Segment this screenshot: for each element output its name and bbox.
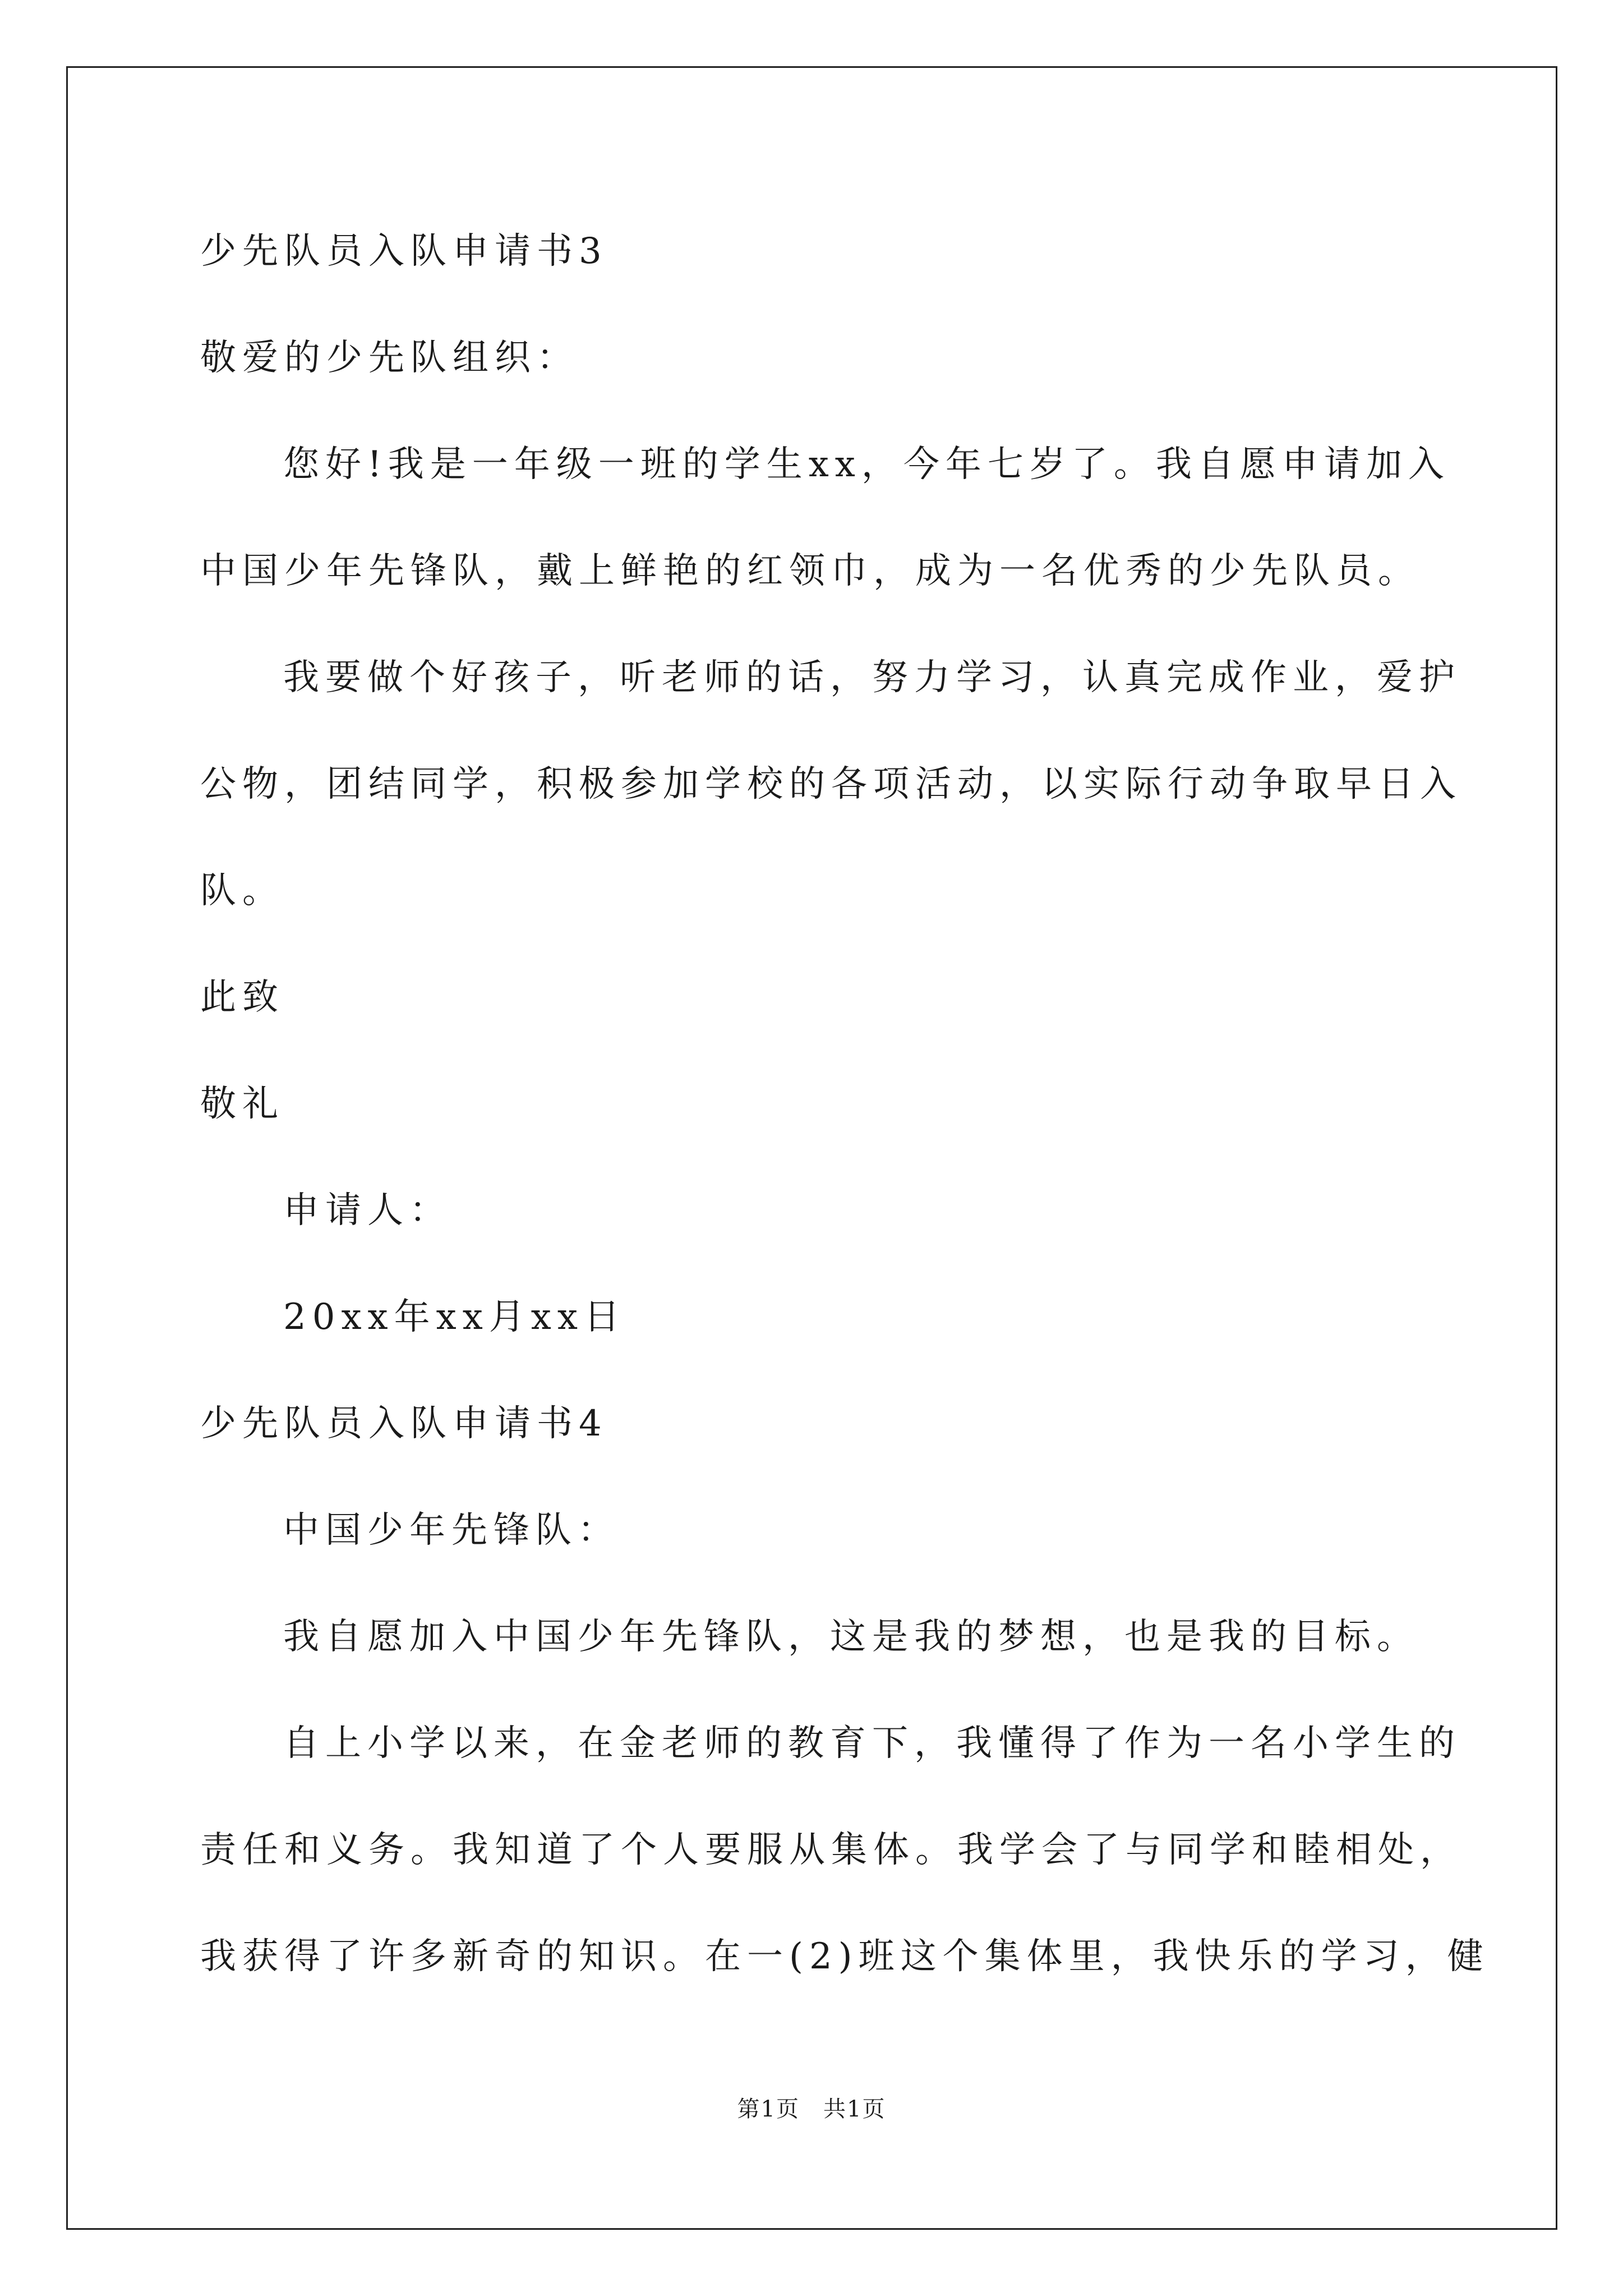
closing-line: 敬礼 bbox=[200, 1083, 284, 1125]
section-title-4: 少先队员入队申请书4 bbox=[200, 1403, 608, 1444]
paragraph-line: 我获得了许多新奇的知识。在一(2)班这个集体里，我快乐的学习，健 bbox=[200, 1936, 1490, 1977]
salutation: 敬爱的少先队组织： bbox=[200, 337, 579, 379]
paragraph-line: 公物，团结同学，积极参加学校的各项活动，以实际行动争取早日入 bbox=[200, 763, 1462, 805]
date-line: 20xx年xx月xx日 bbox=[283, 1296, 626, 1338]
paragraph-line: 我自愿加入中国少年先锋队，这是我的梦想，也是我的目标。 bbox=[283, 1616, 1419, 1658]
applicant-label: 申请人： bbox=[283, 1190, 451, 1231]
paragraph-line: 中国少年先锋队，戴上鲜艳的红领巾，成为一名优秀的少先队员。 bbox=[200, 550, 1420, 592]
page-footer: 第1页 共1页 bbox=[737, 2096, 886, 2122]
paragraph-line: 责任和义务。我知道了个人要服从集体。我学会了与同学和睦相处， bbox=[200, 1829, 1462, 1871]
section-title-3: 少先队员入队申请书3 bbox=[200, 231, 608, 272]
page-border bbox=[66, 66, 1557, 2230]
closing-line: 此致 bbox=[200, 977, 284, 1018]
salutation: 中国少年先锋队： bbox=[283, 1510, 620, 1551]
paragraph-line: 自上小学以来，在金老师的教育下，我懂得了作为一名小学生的 bbox=[283, 1723, 1461, 1764]
paragraph-line: 您好!我是一年级一班的学生xx，今年七岁了。我自愿申请加入 bbox=[283, 444, 1450, 485]
paragraph-line: 队。 bbox=[200, 870, 284, 912]
paragraph-line: 我要做个好孩子，听老师的话，努力学习，认真完成作业，爱护 bbox=[283, 657, 1461, 698]
